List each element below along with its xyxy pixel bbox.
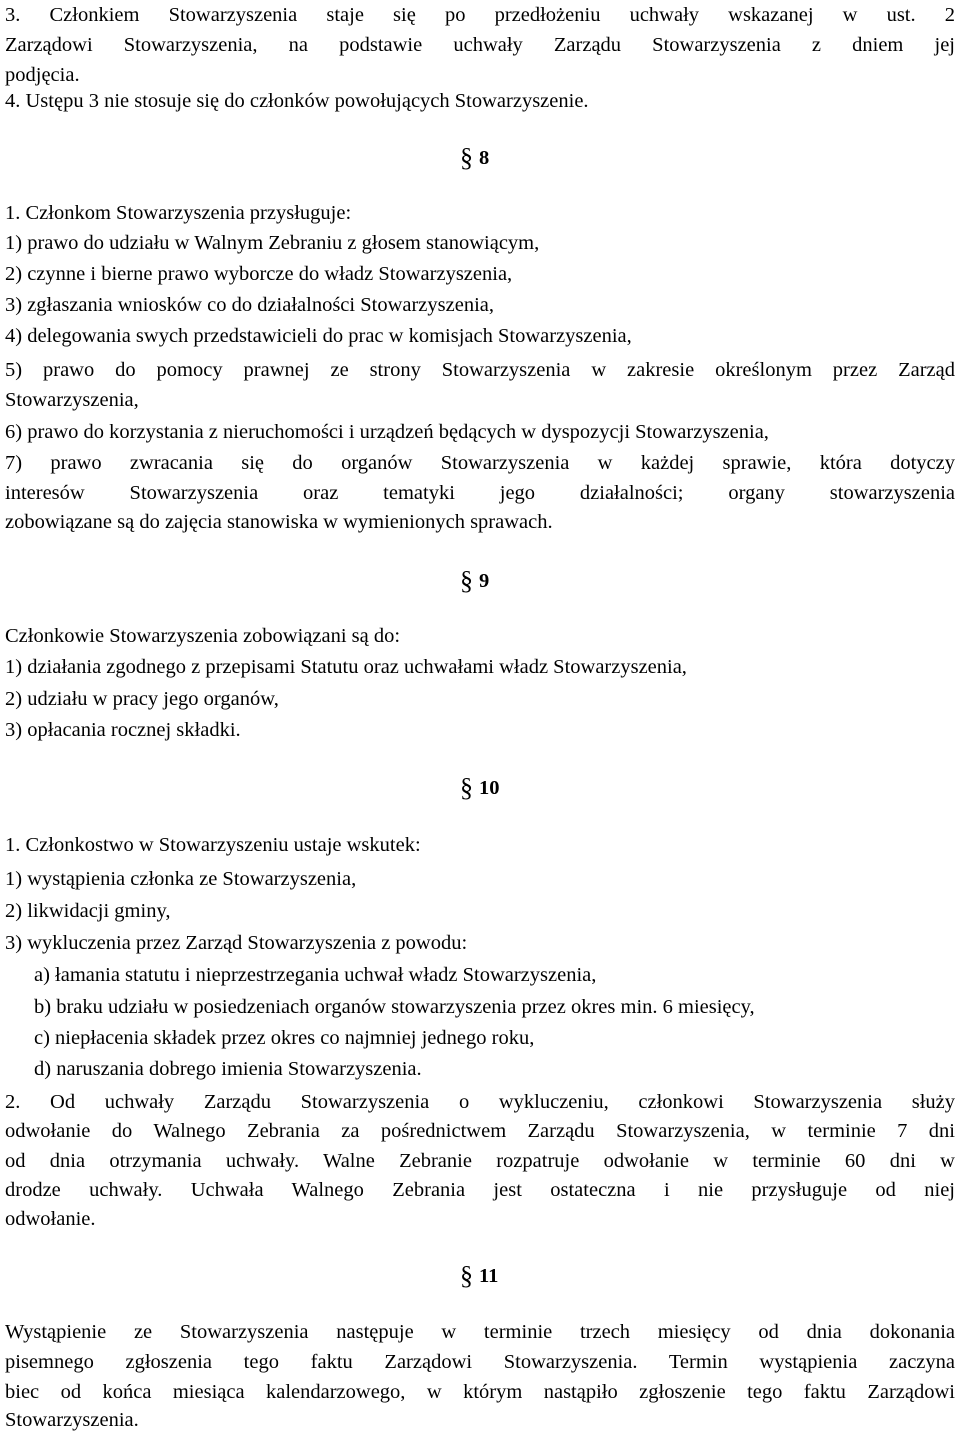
section-heading-10 [460,773,500,803]
intro-line: 3. Członkiem Stowarzyszenia staje się po przedłożeniu uchwały wskazanej w ust. 2 [5,4,955,26]
section-number: 8 [479,147,490,169]
section-11-line: biec od końca miesiąca kalendarzowego, w którym nastąpiło zgłoszenie tego faktu Zarządowi [5,1381,955,1403]
section-8-line: 1. Członkom Stowarzyszenia przysługuje: [5,202,352,224]
section-10-subline: b) braku udziału w posiedzeniach organów stowarzyszenia przez okres min. 6 miesięcy, [34,996,755,1018]
section-8-line: 2) czynne i bierne prawo wyborcze do władz Stowarzyszenia, [5,263,513,285]
section-10-line: 3) wykluczenia przez Zarząd Stowarzyszenia z powodu: [5,932,468,954]
section-10-line: od dnia otrzymania uchwały. Walne Zebranie rozpatruje odwołanie w terminie 60 dni w [5,1150,955,1172]
intro-line: podjęcia. [5,64,80,86]
section-10-subline: c) niepłacenia składek przez okres co najmniej jednego roku, [34,1027,535,1049]
section-10-line: 2) likwidacji gminy, [5,900,171,922]
section-number: 9 [479,570,490,592]
section-8-line: 5) prawo do pomocy prawnej ze strony Stowarzyszenia w zakresie określonym przez Zarząd [5,359,955,381]
intro-line: 4. Ustępu 3 nie stosuje się do członków powołujących Stowarzyszenie. [5,90,589,112]
section-9-line: 2) udziału w pracy jego organów, [5,688,279,710]
section-10-line: 1) wystąpienia członka ze Stowarzyszenia, [5,868,357,890]
section-8-line: 4) delegowania swych przedstawicieli do prac w komisjach Stowarzyszenia, [5,325,632,347]
section-sign: § [460,1261,473,1290]
section-11-line: Wystąpienie ze Stowarzyszenia następuje w terminie trzech miesięcy od dnia dokonania [5,1321,955,1343]
section-sign: § [460,566,473,595]
section-heading-8 [460,143,489,173]
section-sign: § [460,143,473,172]
section-11-line: pisemnego zgłoszenia tego faktu Zarządowi Stowarzyszenia. Termin wystąpienia zaczyna [5,1351,955,1373]
section-10-line: odwołanie. [5,1208,96,1230]
section-10-subline: a) łamania statutu i nieprzestrzegania uchwał władz Stowarzyszenia, [34,964,597,986]
section-sign: § [460,773,473,802]
section-9-line: Członkowie Stowarzyszenia zobowiązani są do: [5,625,401,647]
section-8-line: zobowiązane są do zajęcia stanowiska w wymienionych sprawach. [5,511,553,533]
section-8-line: 3) zgłaszania wniosków co do działalności Stowarzyszenia, [5,294,494,316]
section-8-line: 7) prawo zwracania się do organów Stowarzyszenia w każdej sprawie, która dotyczy [5,452,955,474]
section-11-line: Stowarzyszenia. [5,1409,139,1431]
intro-line: Zarządowi Stowarzyszenia, na podstawie uchwały Zarządu Stowarzyszenia z dniem jej [5,34,955,56]
section-number: 11 [479,1265,499,1287]
section-10-line: odwołanie do Walnego Zebrania za pośrednictwem Zarządu Stowarzyszenia, w terminie 7 dni [5,1120,955,1142]
section-8-line: Stowarzyszenia, [5,389,139,411]
section-9-line: 3) opłacania rocznej składki. [5,719,241,741]
section-10-subline: d) naruszania dobrego imienia Stowarzyszenia. [34,1058,422,1080]
section-9-line: 1) działania zgodnego z przepisami Statutu oraz uchwałami władz Stowarzyszenia, [5,656,687,678]
section-10-line: drodze uchwały. Uchwała Walnego Zebrania jest ostateczna i nie przysługuje od niej [5,1179,955,1201]
section-number: 10 [479,777,500,799]
section-heading-9 [460,566,489,596]
section-8-line: interesów Stowarzyszenia oraz tematyki jego działalności; organy stowarzyszenia [5,482,955,504]
section-10-line: 1. Członkostwo w Stowarzyszeniu ustaje wskutek: [5,834,421,856]
section-heading-11 [460,1261,498,1291]
section-10-line: 2. Od uchwały Zarządu Stowarzyszenia o wykluczeniu, członkowi Stowarzyszenia służy [5,1091,955,1113]
section-8-line: 1) prawo do udziału w Walnym Zebraniu z głosem stanowiącym, [5,232,540,254]
section-8-line: 6) prawo do korzystania z nieruchomości i urządzeń będących w dyspozycji Stowarzyszenia, [5,421,769,443]
